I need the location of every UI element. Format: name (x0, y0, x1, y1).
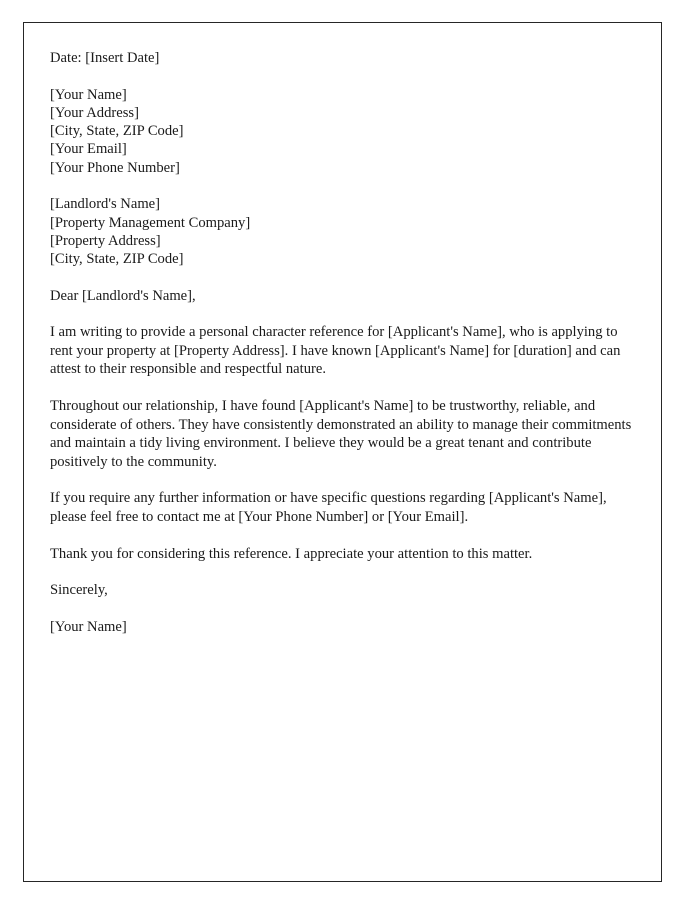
recipient-line: [Property Address] (50, 232, 161, 249)
signature-name: [Your Name] (50, 618, 127, 635)
recipient-address-block (50, 195, 633, 268)
letter-content (50, 49, 633, 636)
closing-line: Sincerely, (50, 582, 108, 599)
recipient-line: [City, State, ZIP Code] (50, 251, 184, 268)
body-paragraph-4: Thank you for considering this reference. I appreciate your attention to this matter. (50, 545, 533, 562)
sender-line: [Your Name] (50, 86, 127, 103)
recipient-line: [Property Management Company] (50, 214, 251, 231)
salutation-text: Dear [Landlord's Name], (50, 287, 196, 304)
document-page-frame (23, 22, 662, 882)
body-paragraph-2: Throughout our relationship, I have found [Applicant's Name] to be trustworthy, reliable, and considerate of others. They have consistently demonstrated an ability to manage their commitments and maintain a tidy living environment. I believe they would be a great tenant and contribute positively to the community. (50, 397, 632, 470)
date-line: Date: [Insert Date] (50, 50, 160, 66)
body-paragraph-1: I am writing to provide a personal character reference for [Applicant's Name], who is applying to rent your property at [Property Address]. I have known [Applicant's Name] for [duration] and can attest to their responsible and respectful nature. (50, 324, 621, 378)
sender-line: [Your Address] (50, 104, 139, 121)
sender-line: [Your Phone Number] (50, 159, 180, 176)
sender-line: [City, State, ZIP Code] (50, 123, 184, 140)
body-paragraph-3: If you require any further information or have specific questions regarding [Applicant's Name], please feel free to contact me at [Your Phone Number] or [Your Email]. (50, 490, 607, 525)
salutation (50, 287, 633, 305)
recipient-line: [Landlord's Name] (50, 196, 161, 213)
sender-line: [Your Email] (50, 141, 127, 158)
sender-address-block (50, 86, 633, 177)
